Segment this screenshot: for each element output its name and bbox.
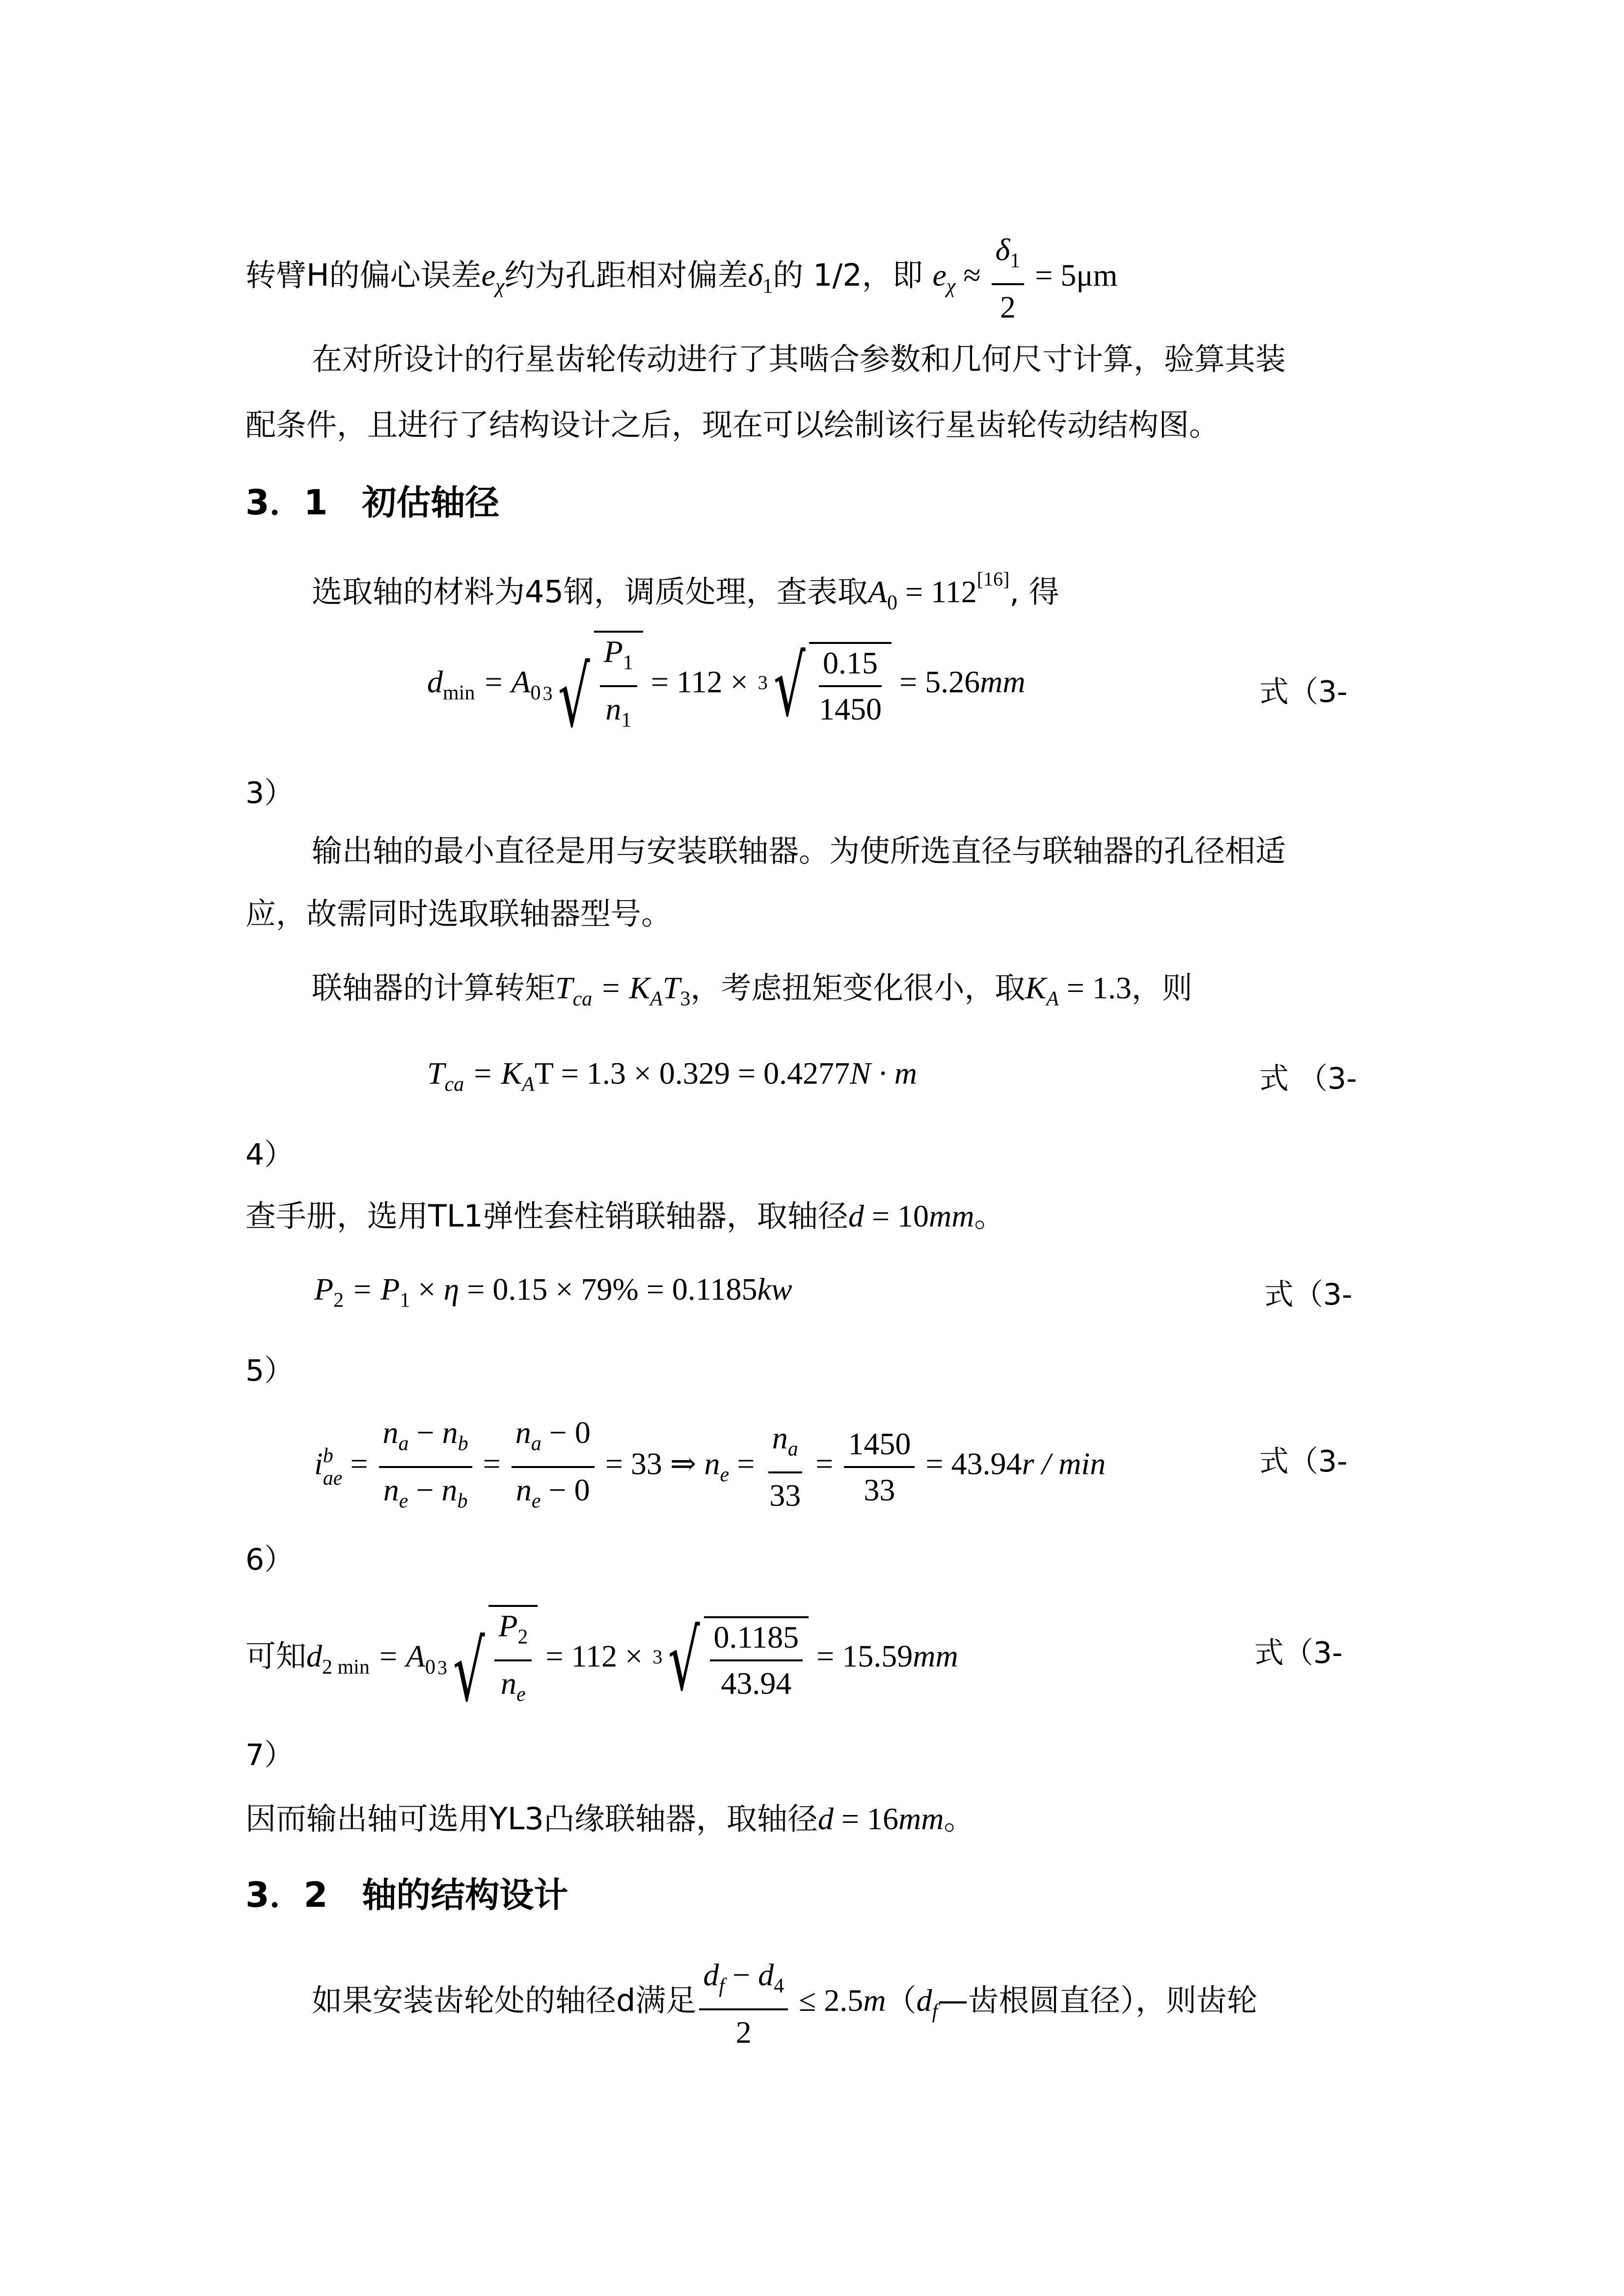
e-symbol: $e_\chi$ <box>481 258 505 298</box>
heading-3-2: 3．2 轴的结构设计 <box>245 1875 568 1915</box>
paragraph-coupling-tl1: 查手册，选用TL1弹性套柱销联轴器，取轴径d = 10mm。 <box>245 1198 1005 1234</box>
equation-d-min: $d_{min} = A_0$ 3 √ $\frac{P_1}{n_1}$ = 112 × 3 √ $\frac{0.15}{1450}$ = 5.26mm <box>427 631 1026 739</box>
equation-number-3-4b: 4） <box>245 1138 294 1172</box>
equation-number-3-6b: 6） <box>245 1543 294 1577</box>
equation-number-3-7b: 7） <box>245 1738 294 1772</box>
text-3: 的 1/2，即 <box>773 257 923 294</box>
equation-number-3-7a: 式（3- <box>1254 1636 1343 1670</box>
equation-number-3-6a: 式（3- <box>1259 1444 1348 1479</box>
paragraph-output-shaft-a: 输出轴的最小直径是用与安装联轴器。为使所选直径与联轴器的孔径相适 <box>312 833 1286 869</box>
heading-3-1: 3．1 初估轴径 <box>245 482 500 523</box>
line-eccentric-error <box>245 231 1117 326</box>
equation-number-3-3a: 式（3- <box>1259 675 1348 709</box>
paragraph-torque: 联轴器的计算转矩$T_{ca} = K_AT_3$，考虑扭矩变化很小，取$K_A = 1.3$，则 <box>312 970 1192 1011</box>
equation-number-3-4a: 式 （3- <box>1259 1062 1357 1096</box>
equation-number-3-3b: 3） <box>245 776 294 810</box>
paragraph-coupling-yl3: 因而输出轴可选用YL3凸缘联轴器，取轴径d = 16mm。 <box>245 1801 974 1837</box>
paragraph-material: 选取轴的材料为45钢，调质处理，查表取$A_0 = 112[16]$, 得 <box>312 568 1059 614</box>
paragraph-gear-shaft: 如果安装齿轮处的轴径d满足 $\frac{d_f - d_4}{2}$ ≤ $2.5m(d_f—$齿根圆直径），则齿轮 <box>312 1956 1257 2052</box>
equation-d2-min: 可知$d_{2 min} = A_0$ 3 √ $\frac{P_2}{n_e}$ = 112 × 3 √ $\frac{0.1185}{43.94}$ = 15.59mm <box>245 1605 958 1713</box>
text-1: 转臂H的偏心误差 <box>245 257 482 294</box>
eccentric-formula: $e_\chi$ ≈ $\frac{\delta_1}{2}$ = 5μm <box>933 258 1118 293</box>
paragraph-1-line-b: 配条件，且进行了结构设计之后，现在可以绘制该行星齿轮传动结构图。 <box>245 407 1220 443</box>
paragraph-1-line-a: 在对所设计的行星齿轮传动进行了其啮合参数和几何尺寸计算，验算其装 <box>312 341 1286 377</box>
text-2: 约为孔距相对偏差 <box>504 257 748 294</box>
equation-p2: $P_2 = P_1 \times \eta = 0.15 \times 79\% = 0.1185kw$ <box>314 1272 792 1312</box>
equation-tca: $T_{ca} = K_AT = 1.3 \times 0.329 = 0.4277N \cdot m$ <box>427 1056 917 1096</box>
delta-symbol: $\delta_1$ <box>748 258 773 298</box>
equation-number-3-5a: 式（3- <box>1264 1278 1353 1312</box>
equation-gear-ratio: i b ae = $\frac{n_a - n_b}{n_e - n_b}$ = $\frac{n_a - 0}{n_e - 0}$ = 33 ⇒ $n_e$ = $\frac{n_a}{33}$ = $\frac{1450}{33}$ = 43.94r / min <box>314 1414 1106 1520</box>
paragraph-output-shaft-b: 应，故需同时选取联轴器型号。 <box>245 896 672 932</box>
equation-number-3-5b: 5） <box>245 1354 294 1388</box>
